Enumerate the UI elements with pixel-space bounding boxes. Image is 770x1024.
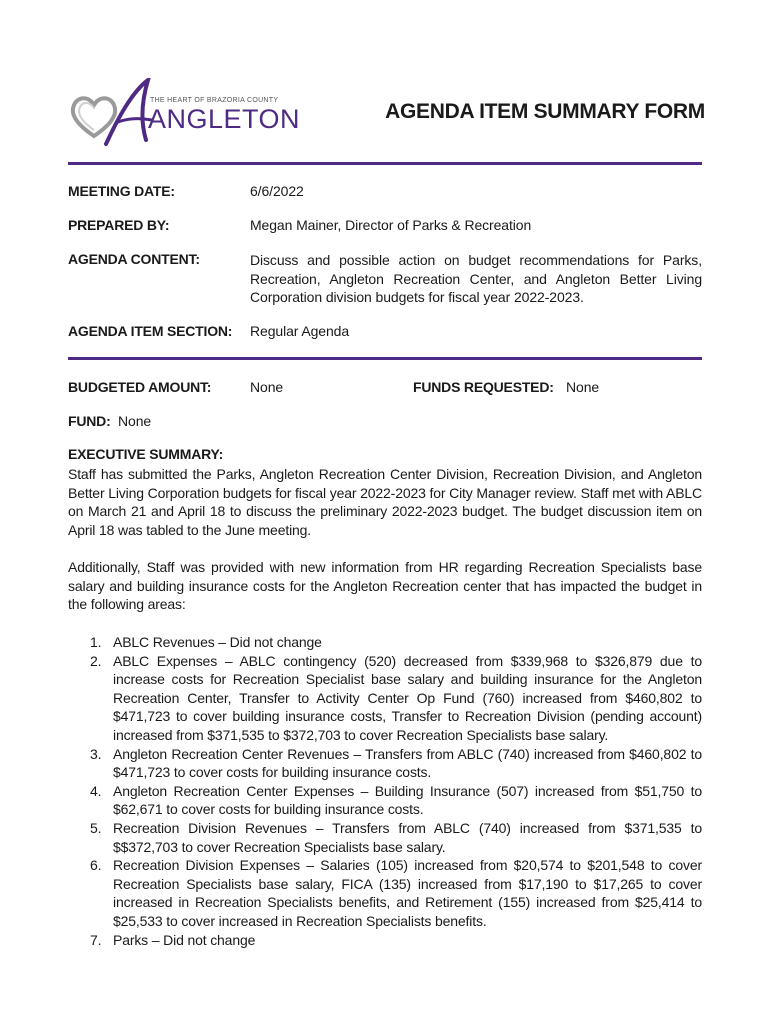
header-divider	[68, 162, 702, 165]
fund-value: None	[118, 413, 152, 429]
budgeted-amount-label: BUDGETED AMOUNT:	[68, 379, 212, 395]
fund-label: FUND:	[68, 413, 111, 429]
prepared-by-value: Megan Mainer, Director of Parks & Recreation	[250, 217, 532, 233]
summary-paragraph-1: Staff has submitted the Parks, Angleton Recreation Center Division, Recreation Division, and Angleton Better Living Corporation budgets for fiscal year 2022-2023 for City Manager review. Staff met with ABLC on March 21 and April 18 to discuss the preliminary 2022-2023 budget. The budget discussion item on April 18 was tabled to the June meeting.	[68, 466, 702, 538]
meeting-date-value: 6/6/2022	[250, 183, 304, 199]
agenda-section-value: Regular Agenda	[250, 323, 350, 339]
summary-paragraph-2: Additionally, Staff was provided with new information from HR regarding Recreation Specialists base salary and building insurance costs for the Angleton Recreation center that has impacted the budget in the following areas:	[68, 559, 702, 613]
form-title: AGENDA ITEM SUMMARY FORM	[385, 100, 705, 123]
logo-tagline: THE HEART OF BRAZORIA COUNTY	[150, 97, 279, 104]
agenda-section-label: AGENDA ITEM SECTION:	[68, 323, 233, 339]
budget-change-list	[68, 633, 702, 949]
prepared-by-label: PREPARED BY:	[68, 217, 170, 233]
meeting-date-label: MEETING DATE:	[68, 183, 175, 199]
funds-requested-label: FUNDS REQUESTED:	[413, 379, 554, 395]
list-item: 2. ABLC Expenses – ABLC contingency (520) decreased from $339,968 to $326,879 due to increase costs for Recreation Specialist base salary and building insurance for the Angleton Recreation Center, Transfer to Activity Center Op Fund (760) increased from $460,802 to $471,723 to cover building insurance costs, Transfer to Recreation Division (pending account) increased from $371,535 to $372,703 to cover Recreation Specialists base salary.	[90, 652, 702, 743]
budgeted-amount-value: None	[250, 379, 284, 395]
logo-wordmark: ANGLETON	[148, 104, 301, 134]
agenda-content-label: AGENDA CONTENT:	[68, 251, 200, 267]
list-item: 5. Recreation Division Revenues – Transfers from ABLC (740) increased from $371,535 to $$372,703 to cover Recreation Specialists base salary.	[90, 819, 702, 855]
funds-requested-value: None	[566, 379, 600, 395]
section-divider	[68, 357, 702, 360]
list-item: 4. Angleton Recreation Center Expenses – Building Insurance (507) increased from $51,750 to $62,671 to cover costs for building insurance costs.	[90, 782, 702, 818]
agenda-content-value: Discuss and possible action on budget recommendations for Parks, Recreation, Angleton Recreation Center, and Angleton Better Living Corporation division budgets for fiscal year 2022-2023.	[250, 252, 702, 305]
list-item: 7. Parks – Did not change	[90, 931, 256, 948]
list-item: 3. Angleton Recreation Center Revenues – Transfers from ABLC (740) increased from $460,802 to $471,723 to cover costs for building insurance costs.	[90, 745, 702, 781]
list-item: 6. Recreation Division Expenses – Salaries (105) increased from $20,574 to $201,548 to cover Recreation Specialists base salary, FICA (135) increased from $17,190 to $17,265 to cover increased in Recreation Specialists benefits, and Retirement (155) increased from $25,414 to $25,533 to cover increased in Recreation Specialists benefits.	[90, 857, 702, 929]
list-item: 1. ABLC Revenues – Did not change	[90, 634, 322, 650]
executive-summary-heading: EXECUTIVE SUMMARY:	[68, 446, 224, 462]
angleton-logo	[70, 78, 301, 148]
